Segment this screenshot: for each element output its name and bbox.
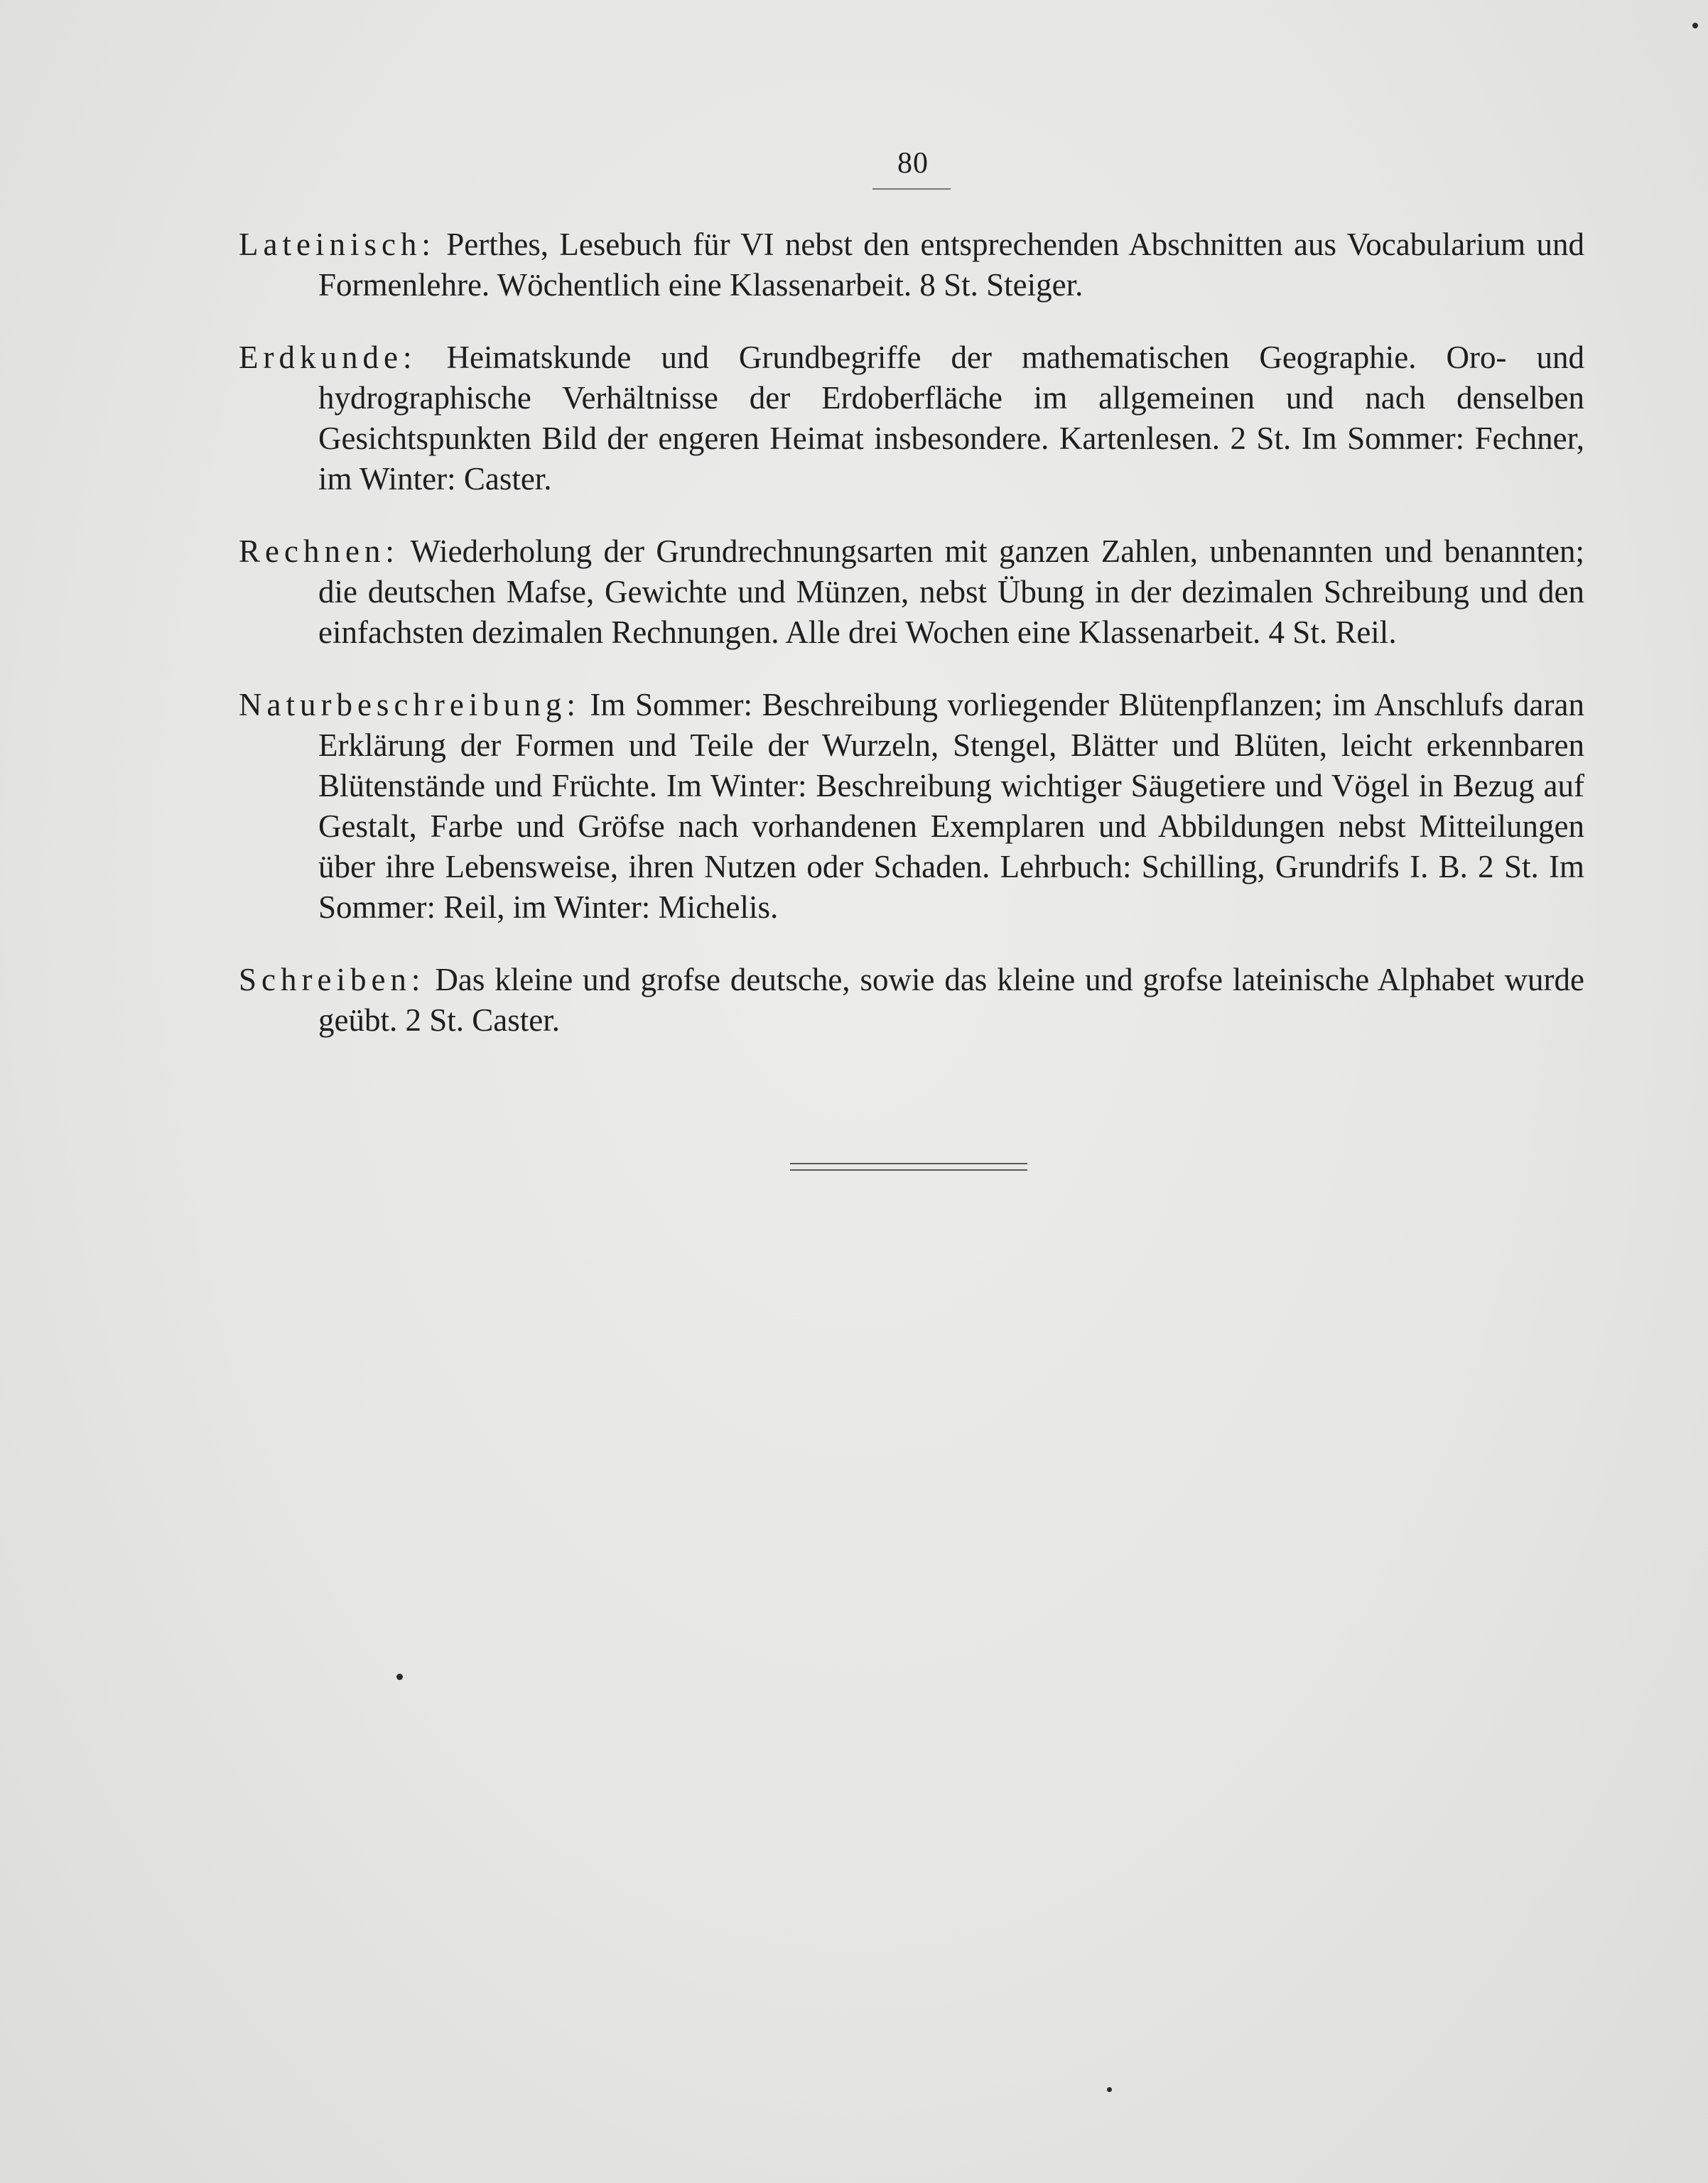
ink-speck: [396, 1674, 403, 1680]
entry-naturbeschreibung: [239, 685, 1584, 928]
subject-heading: Naturbeschreibung:: [239, 687, 580, 722]
ink-speck: [1692, 23, 1698, 28]
page-number: 80: [897, 147, 929, 180]
entry-erdkunde: [239, 337, 1584, 499]
page-number-underline: [872, 188, 951, 190]
ink-speck: [1107, 2087, 1112, 2092]
subject-heading: Schreiben:: [239, 962, 426, 997]
entry-text: Im Sommer: Beschreibung vorliegender Blütenpflanzen; im Anschlufs daran Erklärung der Formen und Teile der Wurzeln, Stengel, Blätter und Blüten, leicht erkennbaren Blütenstände und Früchte. Im Winter: Beschreibung wichtiger Säugetiere und Vögel in Bezug auf Gestalt, Farbe und Gröfse nach vorhandenen Exemplaren und Abbildungen nebst Mitteilungen über ihre Lebensweise, ihren Nutzen oder Schaden. Lehrbuch: Schilling, Grundrifs I. B. 2 St. Im Sommer: Reil, im Winter: Michelis.: [318, 687, 1584, 925]
section-separator: [790, 1163, 1027, 1171]
entry-text: Wiederholung der Grundrechnungsarten mit ganzen Zahlen, unbenannten und benannten; die deutschen Mafse, Gewichte und Münzen, nebst Übung in der dezimalen Schreibung und den einfachsten dezimalen Rechnungen. Alle drei Wochen eine Klassenarbeit. 4 St. Reil.: [318, 533, 1584, 650]
entry-text: Perthes, Lesebuch für VI nebst den entsprechenden Abschnitten aus Vocabularium und Formenlehre. Wöchentlich eine Klassenarbeit. 8 St. Steiger.: [318, 227, 1584, 303]
entry-schreiben: [239, 960, 1584, 1041]
subject-heading: Lateinisch:: [239, 227, 436, 262]
entry-text: Heimatskunde und Grundbegriffe der mathematischen Geographie. Oro- und hydrographische Verhältnisse der Erdoberfläche im allgemeinen und nach denselben Gesichtspunkten Bild der engeren Heimat insbesondere. Kartenlesen. 2 St. Im Sommer: Fechner, im Winter: Caster.: [318, 340, 1584, 497]
subject-heading: Rechnen:: [239, 533, 399, 569]
entry-text: Das kleine und grofse deutsche, sowie das kleine und grofse lateinische Alphabet wurde geübt. 2 St. Caster.: [318, 962, 1584, 1038]
curriculum-text: [239, 224, 1584, 1045]
entry-rechnen: [239, 531, 1584, 653]
subject-heading: Erdkunde:: [239, 340, 417, 375]
entry-lateinisch: [239, 224, 1584, 305]
